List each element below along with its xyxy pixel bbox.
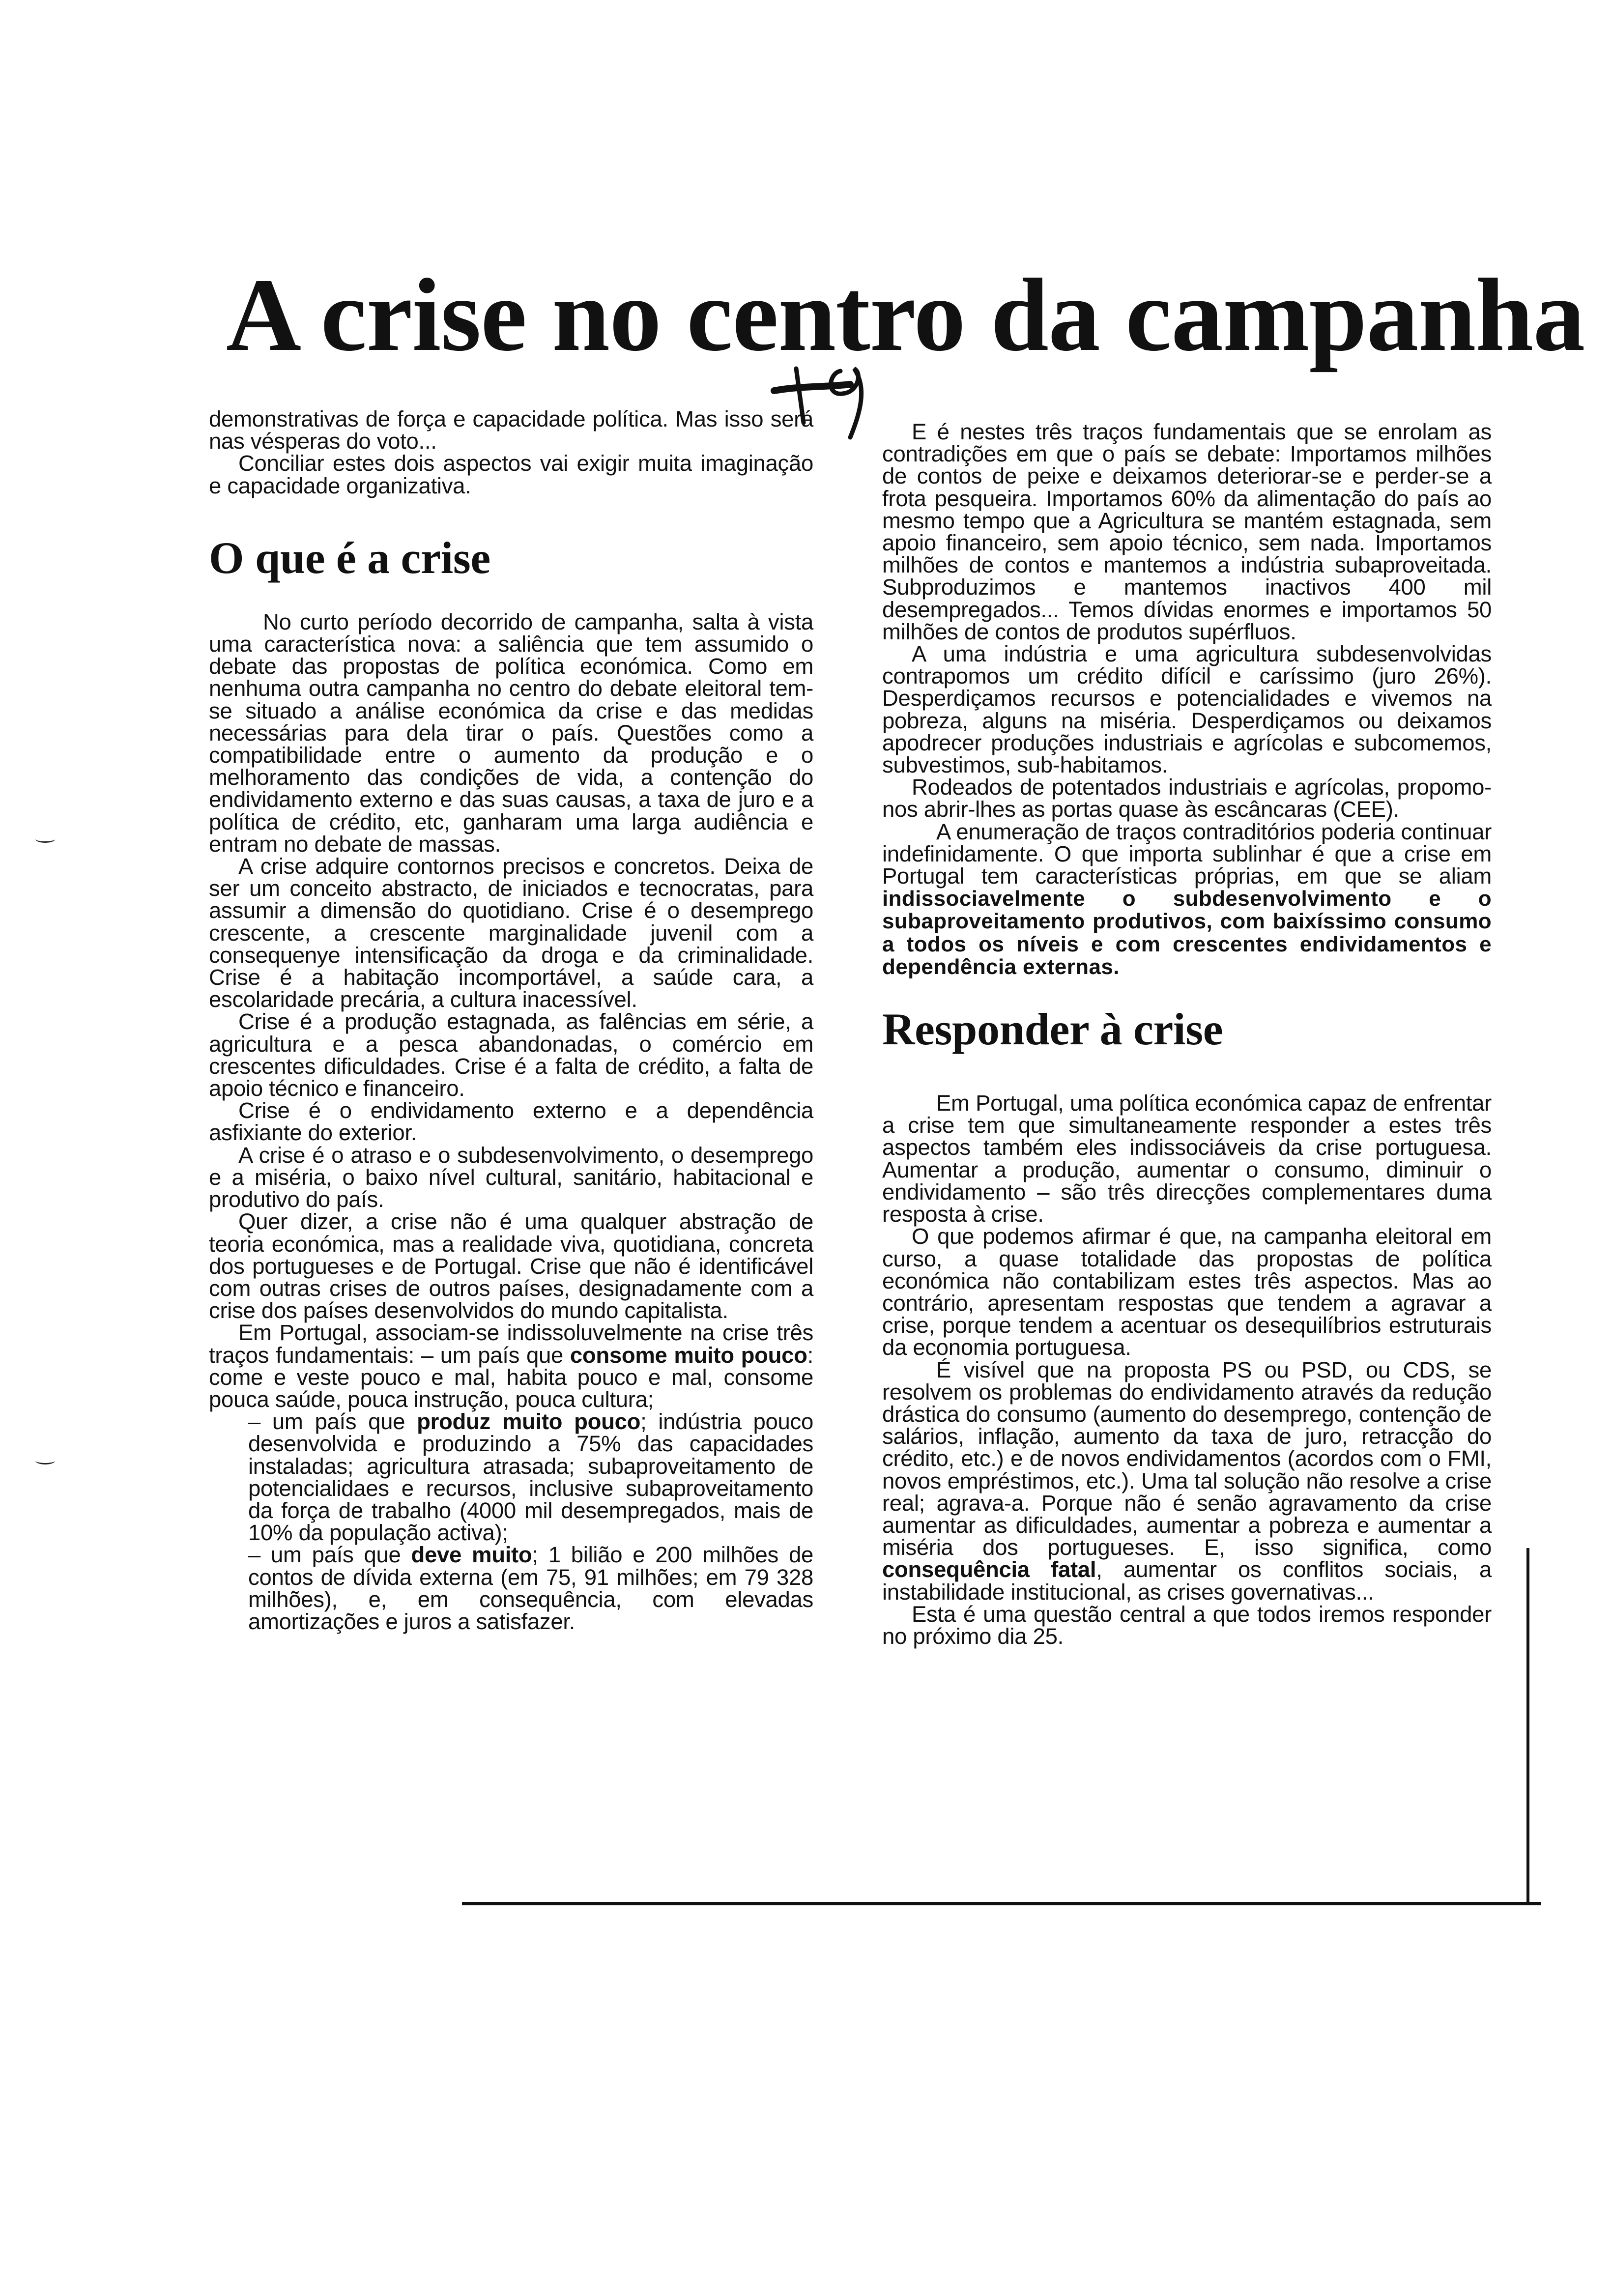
- right-column: [882, 421, 1492, 1647]
- trait-text: – um país que: [248, 1409, 417, 1435]
- body-paragraph: A crise é o atraso e o subdesenvolvimento, o desemprego e a miséria, o baixo nível cultural, sanitário, habitacional e produtivo do país.: [209, 1142, 813, 1212]
- margin-mark: [35, 835, 55, 843]
- intro-paragraph: Conciliar estes dois aspectos vai exigir muita imaginação e capacidade organizativa.: [209, 451, 813, 498]
- body-paragraph: Quer dizer, a crise não é uma qualquer abstração de teoria económica, mas a realidade viva, quotidiana, concreta dos portugueses e de Portugal. Crise que não é identificável com outras crises de outros países, designadamente com a crise dos países desenvolvidos do mundo capitalista.: [209, 1209, 813, 1323]
- body-paragraph: No curto período decorrido de campanha, salta à vista uma característica nova: a saliência que tem assumido o debate das propostas de política económica. Como em nenhuma outra campanha no centro do debate eleitoral tem-se situado a análise económica da crise e das medidas necessárias para dela tirar o país. Questões como a compatibilidade entre o aumento da produção e o melhoramento das condições de vida, a contenção do endividamento externo e das suas causas, a taxa de juro e a política de crédito, etc, ganharam uma larga audiência e entram no debate de massas.: [209, 609, 813, 857]
- enumeration-emphasis: indissociavelmente o subdesenvolvimento e o subaproveitamento produtivos, com baixíssimo consumo a todos os níveis e com crescentes endividamentos e dependência externas.: [882, 887, 1492, 979]
- trait-text: – um país que: [248, 1542, 411, 1568]
- subheading-responding-to-crisis: Responder à crise: [882, 1004, 1223, 1055]
- conclusion-paragraph: [882, 1359, 1492, 1603]
- bottom-rule: [462, 1902, 1541, 1905]
- margin-mark: [35, 1457, 55, 1464]
- intro-paragraph: demonstrativas de força e capacidade política. Mas isso será nas vésperas do voto...: [209, 406, 813, 454]
- body-paragraph: Crise é o endividamento externo e a dependência asfixiante do exterior.: [209, 1098, 813, 1146]
- traits-paragraph: [209, 1321, 813, 1410]
- body-paragraph: A crise adquire contornos precisos e concretos. Deixa de ser um conceito abstracto, de iniciados e tecnocratas, para assumir a dimensão do quotidiano. Crise é o desemprego crescente, a crescente marginalidade juvenil com a consequenye intensificação da droga e da criminalidade. Crise é a habitação incomportável, a saúde cara, a escolaridade precária, a cultura inacessível.: [209, 854, 813, 1012]
- trait-consumes-little: consome muito pouco: [570, 1342, 807, 1368]
- trait-owes-much: deve muito: [411, 1542, 532, 1568]
- trait-produces-little: produz muito pouco: [417, 1409, 641, 1435]
- body-paragraph: Em Portugal, uma política económica capaz de enfrentar a crise tem que simultaneamente responder a estes três aspectos também eles indissociáveis da crise portuguesa. Aumentar a produção, aumentar o consumo, diminuir o endividamento – são três direcções complementares duma resposta à crise.: [882, 1091, 1492, 1227]
- body-paragraph: A uma indústria e uma agricultura subdesenvolvidas contrapomos um crédito difícil e caríssimo (juro 26%). Desperdiçamos recursos e potencialidades e vivemos na pobreza, alguns na miséria. Desperdiçamos ou deixamos apodrecer produções industriais e agrícolas e subcomemos, subvestimos, sub-habitamos.: [882, 641, 1492, 778]
- enumeration-text: A enumeração de traços contraditórios poderia continuar indefinidamente. O que importa sublinhar é que a crise em Portugal tem características próprias, em que se aliam: [882, 819, 1492, 889]
- traits-intro: Em Portugal, associam-se indissoluvelmente na crise três traços fundamentais: – um país que: [209, 1320, 813, 1368]
- trait-paragraph: [209, 1410, 813, 1544]
- left-column: [209, 408, 813, 1633]
- conclusion-text: É visível que na proposta PS ou PSD, ou CDS, se resolvem os problemas do endividamento através da redução drástica do consumo (aumento do desemprego, contenção de salários, inflação, aumento da taxa de juro, retracção do crédito, etc.) e de novos endividamentos (acordos com o FMI, novos empréstimos, etc.). Uma tal solução não resolve a crise real; agrava-a. Porque não é senão agravamento da crise aumentar as dificuldades, aumentar a pobreza e aumentar a miséria dos portugueses. E, isso significa, como: [882, 1357, 1492, 1560]
- conclusion-text: , aumentar os conflitos sociais, a instabilidade institucional, as crises governativas...: [882, 1557, 1492, 1605]
- trait-text: ; indústria pouco desenvolvida e produzindo a 75% das capacidades instaladas; agricultura atrasada; subaproveitamento de potencialidaes e recursos, inclusive subaproveitamento da força de trabalho (4000 mil desempregados, mais de 10% da população activa);: [248, 1409, 814, 1546]
- enumeration-paragraph: [882, 821, 1492, 978]
- final-paragraph: Esta é uma questão central a que todos iremos responder no próximo dia 25.: [882, 1601, 1492, 1649]
- conclusion-emphasis: consequência fatal: [882, 1557, 1096, 1582]
- right-rule: [1526, 1548, 1529, 1904]
- body-paragraph: O que podemos afirmar é que, na campanha eleitoral em curso, a quase totalidade das propostas de política económica não contabilizam estes três aspectos. Mas ao contrário, apresentam respostas que tendem a agravar a crise, porque tendem a acentuar os desequilíbrios estruturais da economia portuguesa.: [882, 1224, 1492, 1360]
- trait-text: ; 1 bilião e 200 milhões de contos de dívida externa (em 75, 91 milhões; em 79 328 milhões), e, em consequência, com elevadas amortizações e juros a satisfazer.: [248, 1542, 814, 1634]
- trait-paragraph: [209, 1544, 813, 1633]
- body-paragraph: E é nestes três traços fundamentais que se enrolam as contradições em que o país se debate: Importamos milhões de contos de peixe e deixamos deteriorar-se e perder-se a frota pesqueira. Importamos 60% da alimentação do país ao mesmo tempo que a Agricultura se mantém estagnada, sem apoio financeiro, sem apoio técnico, sem nada. Importamos milhões de contos e mantemos a indústria subaproveitada. Subproduzimos e mantemos inactivos 400 mil desempregados... Temos dívidas enormes e importamos 50 milhões de contos de produtos supérfluos.: [882, 419, 1492, 644]
- subheading-what-is-crisis: O que é a crise: [209, 532, 490, 583]
- trait-text: : come e veste pouco e mal, habita pouco e mal, consome pouca saúde, pouca instrução, pouca cultura;: [209, 1342, 813, 1412]
- headline: A crise no centro da campanha: [226, 257, 1585, 373]
- body-paragraph: Rodeados de potentados industriais e agrícolas, propomo-nos abrir-lhes as portas quase às escâncaras (CEE).: [882, 775, 1492, 822]
- body-paragraph: Crise é a produção estagnada, as falências em série, a agricultura e a pesca abandonadas, o comércio em crescentes dificuldades. Crise é a falta de crédito, a falta de apoio técnico e financeiro.: [209, 1009, 813, 1101]
